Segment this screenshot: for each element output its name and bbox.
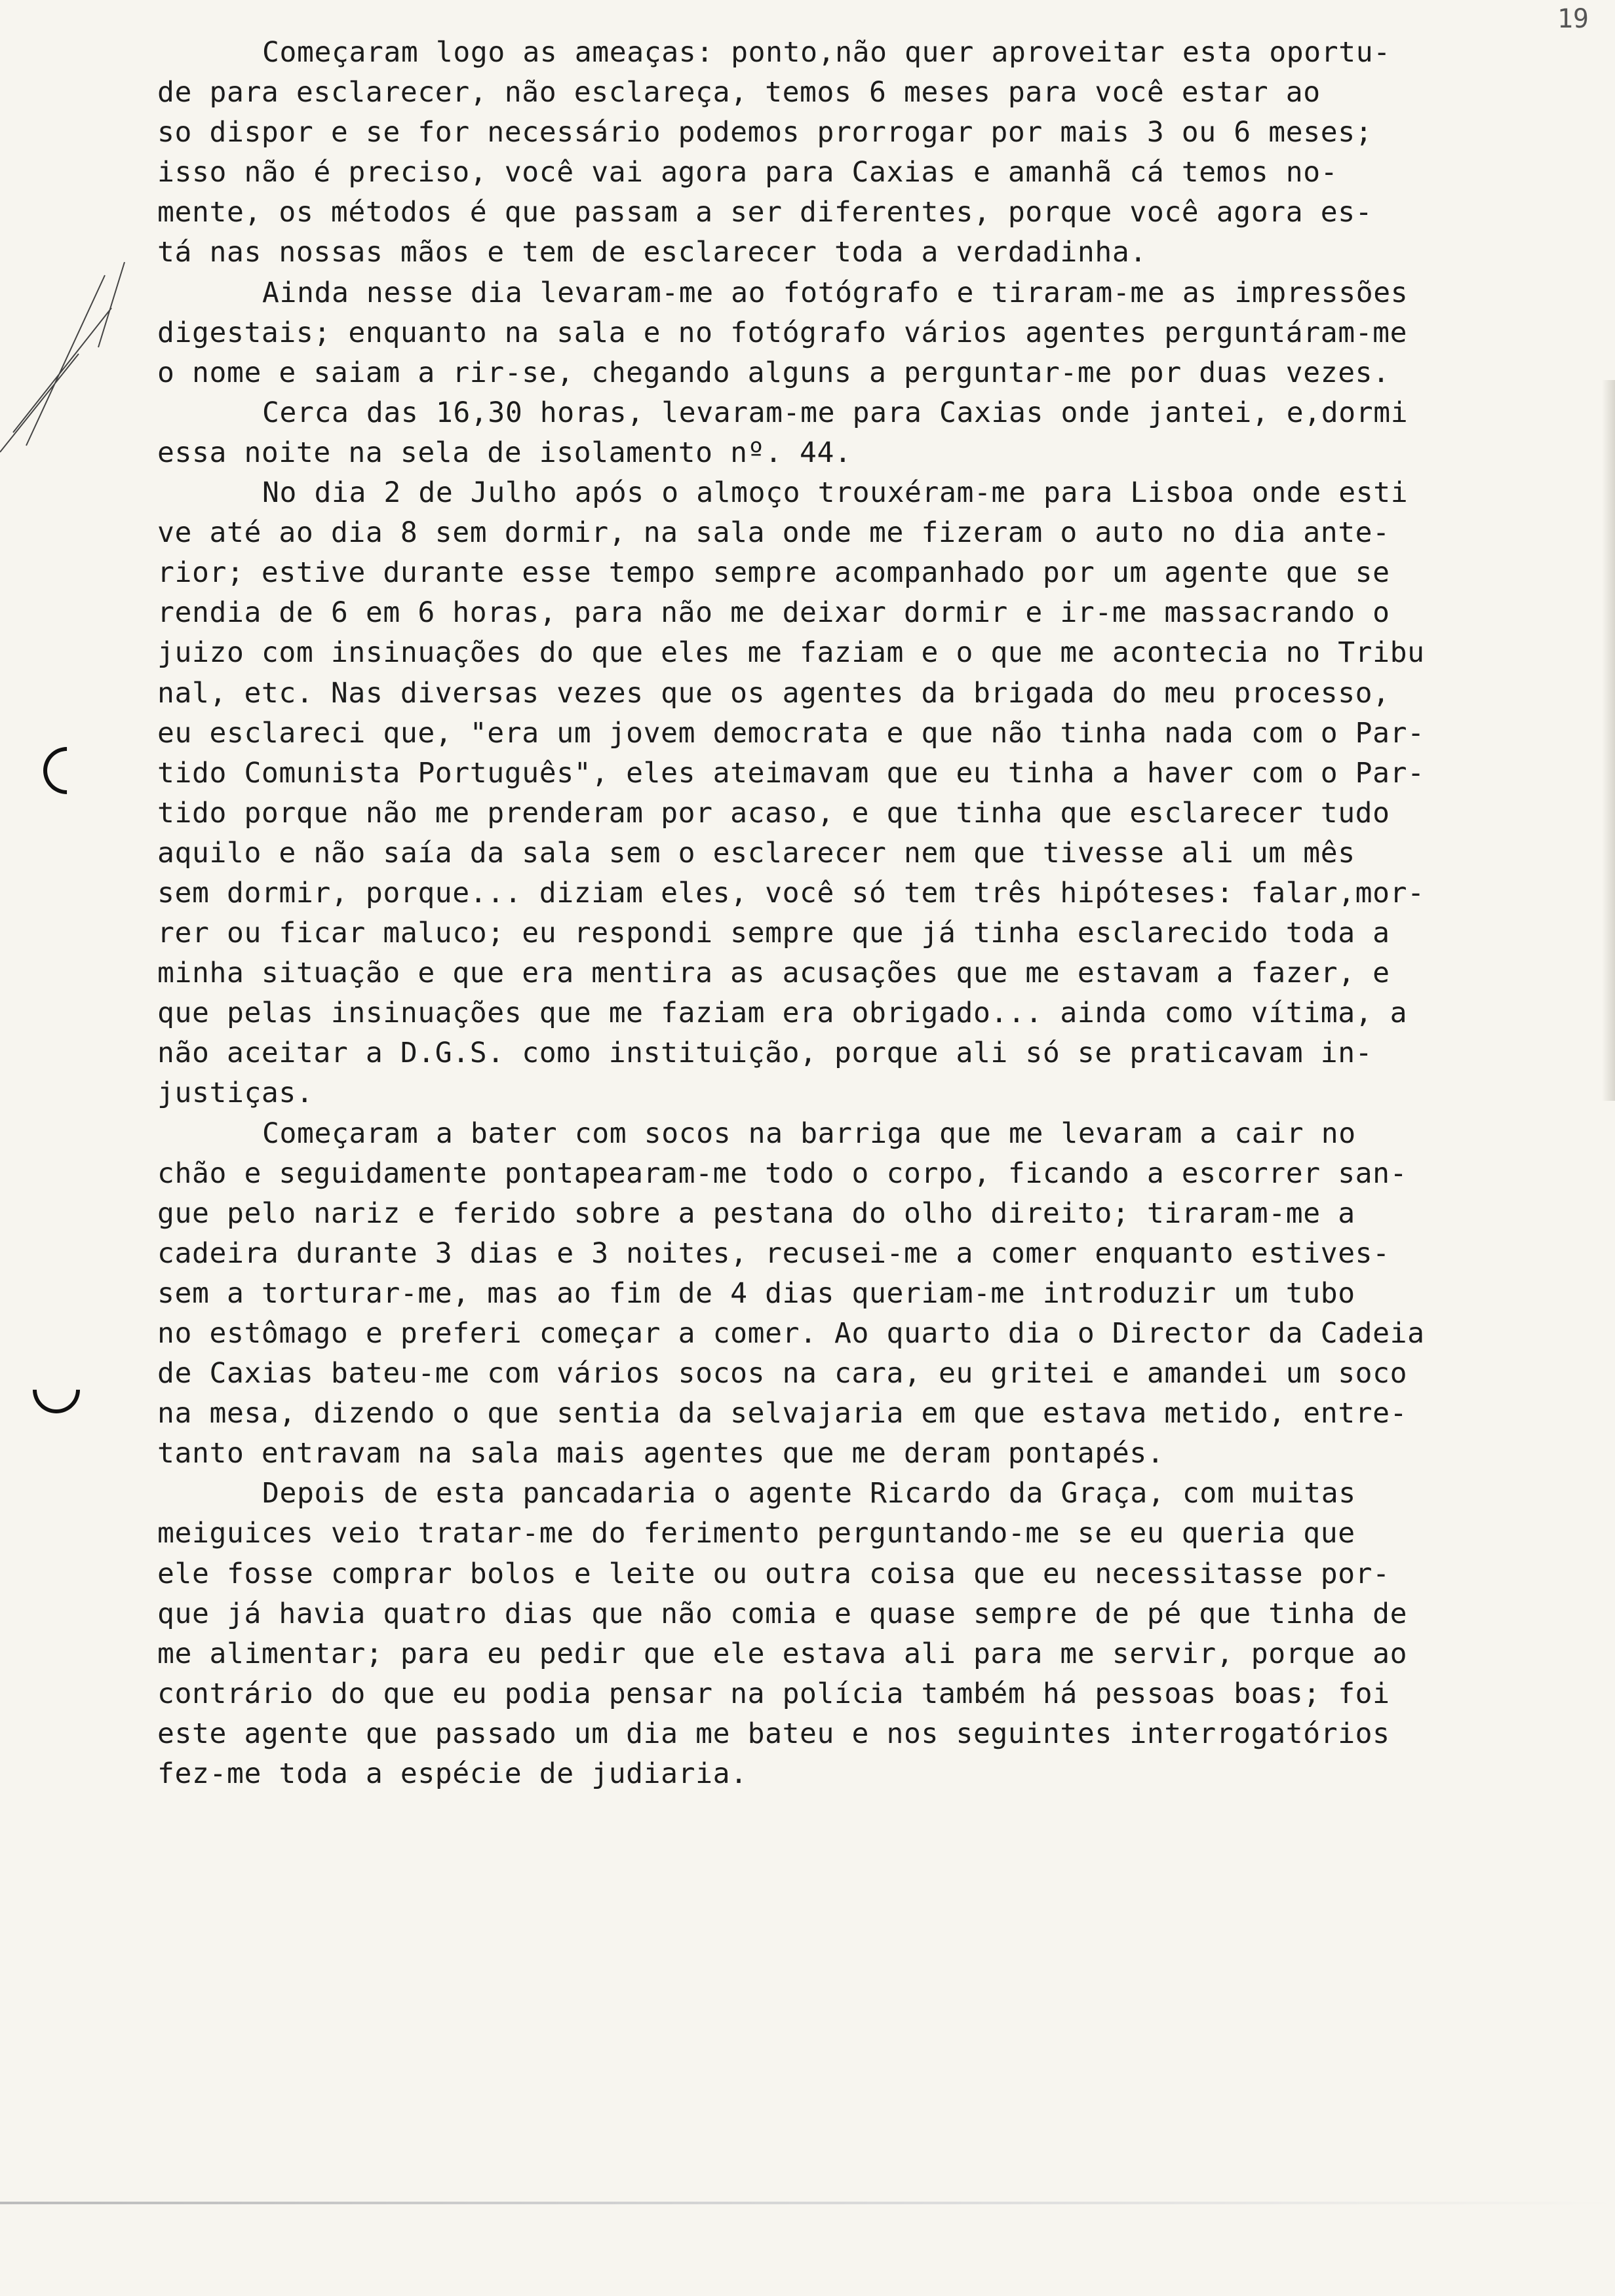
- paragraph: [157, 1114, 1573, 1474]
- right-edge-shadow: [1602, 380, 1615, 1101]
- text-line: Começaram a bater com socos na barriga que me levaram a cair no: [262, 1117, 1356, 1150]
- text-line: gue pelo nariz e ferido sobre a pestana do olho direito; tiraram-me a: [157, 1196, 1355, 1230]
- text-line: isso não é preciso, você vai agora para Caxias e amanhã cá temos no-: [157, 156, 1338, 189]
- text-line: rior; estive durante esse tempo sempre acompanhado por um agente que se: [157, 556, 1390, 590]
- text-line: o nome e saiam a rir-se, chegando alguns a perguntar-me por duas vezes.: [157, 356, 1390, 389]
- text-line: que pelas insinuações que me faziam era obrigado... ainda como vítima, a: [157, 997, 1408, 1030]
- bottom-edge-line: [0, 2202, 1615, 2204]
- text-line: mente, os métodos é que passam a ser diferentes, porque você agora es-: [157, 196, 1373, 229]
- text-line: digestais; enquanto na sala e no fotógrafo vários agentes perguntáram-me: [157, 316, 1408, 349]
- punch-hole-mark-top: [33, 737, 100, 804]
- text-line: eu esclareci que, "era um jovem democrata e que não tinha nada com o Par-: [157, 716, 1425, 750]
- text-line: contrário do que eu podia pensar na polícia também há pessoas boas; foi: [157, 1677, 1390, 1710]
- text-line: nal, etc. Nas diversas vezes que os agentes da brigada do meu processo,: [157, 676, 1390, 710]
- punch-hole-mark-bottom: [23, 1356, 90, 1423]
- paragraph: [157, 1474, 1573, 1794]
- text-line: Começaram logo as ameaças: ponto,não quer aproveitar esta oportu-: [262, 36, 1391, 69]
- text-line: Cerca das 16,30 horas, levaram-me para Caxias onde jantei, e,dormi: [262, 396, 1409, 429]
- text-line: No dia 2 de Julho após o almoço trouxéram-me para Lisboa onde esti: [262, 476, 1409, 510]
- text-line: rendia de 6 em 6 horas, para não me deixar dormir e ir-me massacrando o: [157, 596, 1390, 630]
- text-line: minha situação e que era mentira as acusações que me estavam a fazer, e: [157, 957, 1390, 990]
- text-line: cadeira durante 3 dias e 3 noites, recusei-me a comer enquanto estives-: [157, 1236, 1390, 1270]
- text-line: tido Comunista Português", eles ateimavam que eu tinha a haver com o Par-: [157, 756, 1425, 790]
- text-line: essa noite na sela de isolamento nº. 44.: [157, 436, 852, 469]
- paragraph: [157, 273, 1573, 393]
- text-line: aquilo e não saía da sala sem o esclarecer nem que tivesse ali um mês: [157, 836, 1355, 870]
- text-line: ve até ao dia 8 sem dormir, na sala onde me fizeram o auto no dia ante-: [157, 516, 1390, 550]
- text-line: sem a torturar-me, mas ao fim de 4 dias queriam-me introduzir um tubo: [157, 1276, 1355, 1310]
- text-line: meiguices veio tratar-me do ferimento perguntando-me se eu queria que: [157, 1517, 1355, 1550]
- margin-scribble: [0, 249, 131, 459]
- page-number: 19: [1557, 4, 1589, 34]
- text-line: sem dormir, porque... diziam eles, você só tem três hipóteses: falar,mor-: [157, 876, 1425, 909]
- text-line: ele fosse comprar bolos e leite ou outra coisa que eu necessitasse por-: [157, 1557, 1390, 1590]
- text-line: chão e seguidamente pontapearam-me todo o corpo, ficando a escorrer san-: [157, 1157, 1408, 1190]
- text-line: Depois de esta pancadaria o agente Ricardo da Graça, com muitas: [262, 1477, 1356, 1510]
- text-line: na mesa, dizendo o que sentia da selvajaria em que estava metido, entre-: [157, 1397, 1408, 1430]
- paragraph: [157, 33, 1573, 273]
- text-line: me alimentar; para eu pedir que ele estava ali para me servir, porque ao: [157, 1637, 1408, 1670]
- paragraph: [157, 473, 1573, 1114]
- text-line: so dispor e se for necessário podemos prorrogar por mais 3 ou 6 meses;: [157, 116, 1373, 149]
- text-line: rer ou ficar maluco; eu respondi sempre que já tinha esclarecido toda a: [157, 917, 1390, 950]
- text-line: justiças.: [157, 1077, 314, 1110]
- text-line: de para esclarecer, não esclareça, temos 6 meses para você estar ao: [157, 76, 1321, 109]
- text-line: fez-me toda a espécie de judiaria.: [157, 1757, 748, 1791]
- paragraph: [157, 393, 1573, 473]
- text-line: este agente que passado um dia me bateu e nos seguintes interrogatórios: [157, 1717, 1390, 1750]
- text-line: no estômago e preferi começar a comer. Ao quarto dia o Director da Cadeia: [157, 1317, 1425, 1350]
- text-line: não aceitar a D.G.S. como instituição, porque ali só se praticavam in-: [157, 1037, 1373, 1070]
- text-line: tido porque não me prenderam por acaso, e que tinha que esclarecer tudo: [157, 796, 1390, 830]
- text-line: Ainda nesse dia levaram-me ao fotógrafo e tiraram-me as impressões: [262, 276, 1409, 309]
- text-line: tanto entravam na sala mais agentes que me deram pontapés.: [157, 1437, 1165, 1470]
- text-line: de Caxias bateu-me com vários socos na cara, eu gritei e amandei um soco: [157, 1357, 1408, 1390]
- text-line: tá nas nossas mãos e tem de esclarecer toda a verdadinha.: [157, 236, 1147, 269]
- typewritten-text-body: [157, 33, 1573, 1794]
- text-line: juizo com insinuações do que eles me faziam e o que me acontecia no Tribu: [157, 636, 1425, 670]
- text-line: que já havia quatro dias que não comia e quase sempre de pé que tinha de: [157, 1597, 1408, 1630]
